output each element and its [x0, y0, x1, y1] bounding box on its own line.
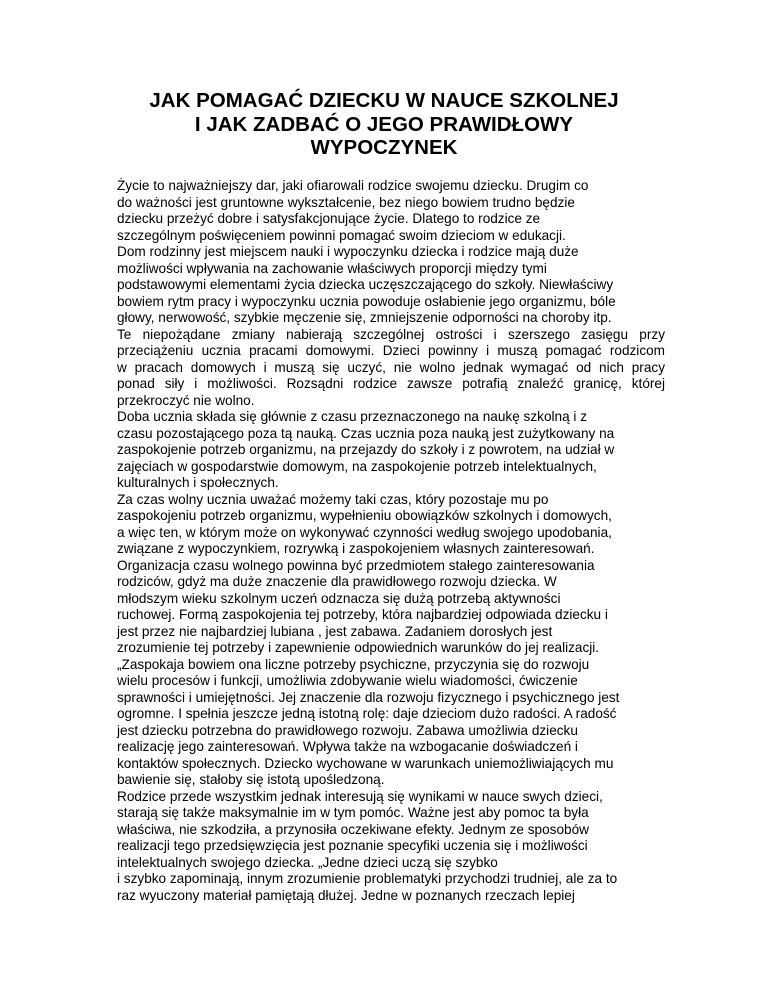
title-line: I JAK ZADBAĆ O JEGO PRAWIDŁOWY: [194, 112, 574, 136]
body-line: intelektualnych swojego dziecka. „Jedne dzieci uczą się szybko: [117, 854, 498, 870]
body-line: do ważności jest gruntowne wykształcenie, bez niego bowiem trudno będzie: [117, 194, 575, 210]
body-line: Za czas wolny ucznia uważać możemy taki czas, który pozostaje mu po: [117, 491, 549, 507]
body-line: możliwości wpływania na zachowanie właściwych proporcji między tymi: [117, 260, 547, 276]
body-line: „Zaspokaja bowiem ona liczne potrzeby psychiczne, przyczynia się do rozwoju: [117, 656, 590, 672]
body-line: dziecku przeżyć dobre i satysfakcjonujące życie. Dlatego to rodzice ze: [117, 211, 541, 226]
body-line: jest dziecku potrzebna do prawidłowego rozwoju. Zabawa umożliwia dziecku: [117, 722, 578, 738]
body-line: zaspokojenie potrzeb organizmu, na przejazdy do szkoły i z powrotem, na udział w: [117, 442, 615, 457]
body-line: przeciążeniu ucznia pracami domowymi. Dzieci powinny i muszą pomagać rodzicom: [117, 343, 665, 358]
body-line: czasu pozostającego poza tą nauką. Czas ucznia poza nauką jest zużytkowany na: [117, 425, 615, 441]
body-line: kontaktów społecznych. Dziecko wychowane w warunkach uniemożliwiających mu: [117, 755, 614, 771]
body-line: ponad siły i możliwości. Rozsądni rodzice zawsze potrafią znaleźć granicę, której: [117, 376, 665, 391]
body-line: zaspokojeniu potrzeb organizmu, wypełnieniu obowiązków szkolnych i domowych,: [117, 508, 612, 523]
body-line: raz wyuczony materiał pamiętają dłużej. Jedne w poznanych rzeczach lepiej: [117, 887, 575, 903]
body-line: zajęciach w gospodarstwie domowym, na zaspokojenie potrzeb intelektualnych,: [117, 458, 597, 474]
body-line: właściwa, nie szkodziła, a przynosiła oczekiwane efekty. Jednym ze sposobów: [117, 821, 589, 837]
body-line: Życie to najważniejszy dar, jaki ofiarowali rodzice swojemu dziecku. Drugim co: [117, 178, 589, 193]
body-line: wielu procesów i funkcji, umożliwia zdobywanie wielu wiadomości, ćwiczenie: [117, 673, 578, 688]
body-line: zrozumienie tej potrzeby i zapewnienie odpowiednich warunków do jej realizacji.: [117, 640, 600, 655]
body-line: i szybko zapominają, innym zrozumienie problematyki przychodzi trudniej, ale za to: [117, 871, 618, 886]
body-line: bowiem rytm pracy i wypoczynku ucznia powoduje osłabienie jego organizmu, bóle: [117, 293, 616, 309]
document-body: [117, 178, 665, 904]
body-line: w pracach domowych i muszą się uczyć, nie wolno jednak wymagać od nich pracy: [117, 359, 665, 375]
document-title: [0, 89, 768, 160]
body-line: Doba ucznia składa się głównie z czasu przeznaczonego na naukę szkolną i z: [117, 409, 588, 424]
body-line: młodszym wieku szkolnym uczeń odznacza się dużą potrzebą aktywności: [117, 590, 561, 606]
body-line: kulturalnych i społecznych.: [117, 475, 279, 490]
body-line: Organizacja czasu wolnego powinna być przedmiotem stałego zainteresowania: [117, 557, 595, 573]
body-line: rodziców, gdyż ma duże znaczenie dla prawidłowego rozwoju dziecka. W: [117, 574, 557, 589]
body-line: realizacji tego przedsięwzięcia jest poznanie specyfiki uczenia się i możliwości: [117, 838, 588, 853]
body-line: Te niepożądane zmiany nabierają szczególnej ostrości i szerszego zasięgu przy: [117, 326, 665, 342]
body-line: realizację jego zainteresowań. Wpływa także na wzbogacanie doświadczeń i: [117, 739, 578, 754]
body-line: starają się także maksymalnie im w tym pomóc. Ważne jest aby pomoc ta była: [117, 805, 589, 820]
body-line: bawienie się, stałoby się istotą upośledzoną.: [117, 772, 385, 787]
body-line: przekroczyć nie wolno.: [117, 392, 255, 408]
body-line: ruchowej. Formą zaspokojenia tej potrzeby, która najbardziej odpowiada dziecku i: [117, 607, 608, 622]
body-line: jest przez nie najbardziej lubiana , jest zabawa. Zadaniem dorosłych jest: [117, 623, 553, 639]
body-line: związane z wypoczynkiem, rozrywką i zaspokojeniem własnych zainteresowań.: [117, 541, 595, 556]
body-line: Dom rodzinny jest miejscem nauki i wypoczynku dziecka i rodzice mają duże: [117, 244, 579, 259]
body-line: a więc ten, w którym może on wykonywać czynności według swojego upodobania,: [117, 524, 612, 540]
body-line: Rodzice przede wszystkim jednak interesują się wynikami w nauce swych dzieci,: [117, 788, 603, 804]
body-line: podstawowymi elementami życia dziecka uczęszczającego do szkoły. Niewłaściwy: [117, 277, 614, 292]
body-line: ogromne. I spełnia jeszcze jedną istotną rolę: daje dzieciom dużo radości. A radość: [117, 706, 617, 721]
body-line: głowy, nerwowość, szybkie męczenie się, zmniejszenie odporności na choroby itp.: [117, 310, 612, 325]
title-line: WYPOCZYNEK: [310, 136, 458, 159]
body-line: sprawności i umiejętności. Jej znaczenie dla rozwoju fizycznego i psychicznego jest: [117, 689, 620, 705]
body-line: szczególnym poświęceniem powinni pomagać swoim dzieciom w edukacji.: [117, 227, 566, 243]
title-line: JAK POMAGAĆ DZIECKU W NAUCE SZKOLNEJ: [149, 89, 619, 112]
